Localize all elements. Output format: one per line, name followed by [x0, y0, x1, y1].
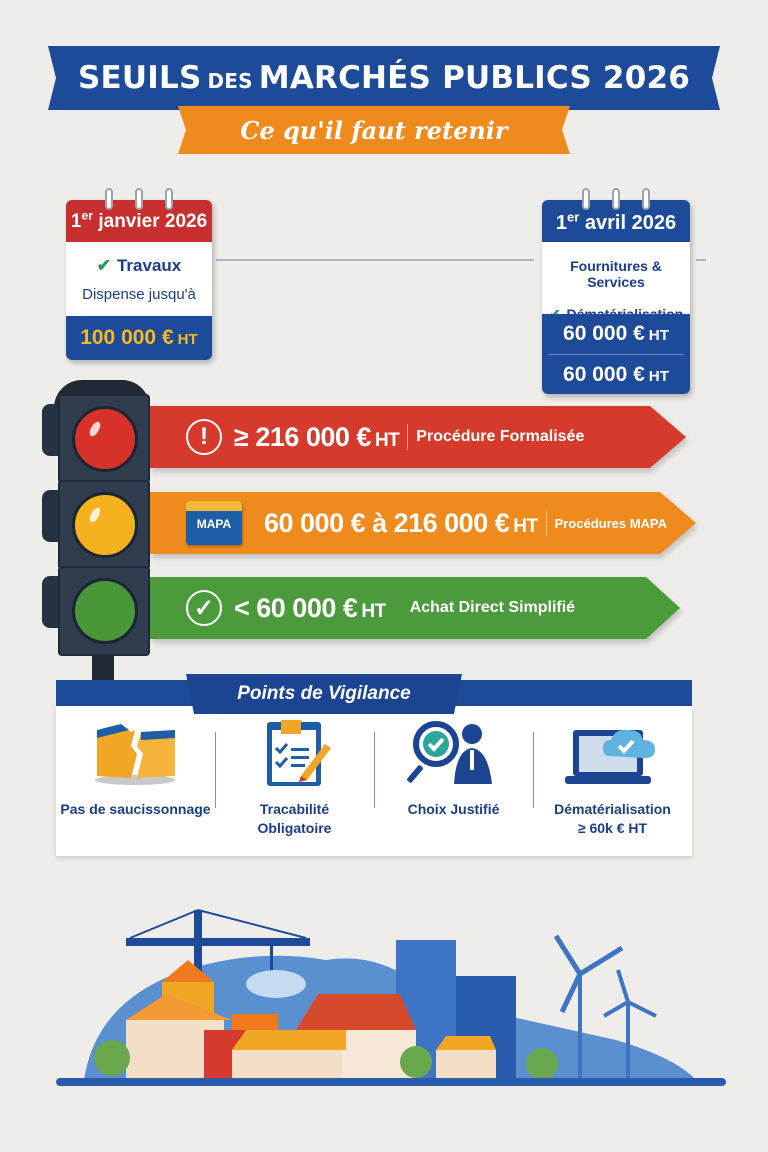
calendar-amount: 60 000 € HT [563, 322, 669, 345]
title-part2: MARCHÉS PUBLICS 2026 [258, 60, 690, 96]
threshold-green [150, 577, 680, 639]
vigilance-item [215, 718, 374, 848]
calendar-amounts [542, 314, 690, 394]
calendar-amount: 60 000 € HT [563, 363, 669, 386]
vigilance-item [374, 718, 533, 848]
mapa-folder-icon: MAPA [186, 501, 242, 545]
red-lamp [58, 394, 150, 484]
vigilance-label: Choix Justifié [407, 801, 500, 817]
yellow-lamp [58, 480, 150, 570]
title-small: DES [207, 69, 253, 93]
title-banner [48, 46, 720, 110]
page-subtitle: Ce qu'il faut retenir [240, 115, 508, 145]
check-circle-icon: ✓ [186, 590, 222, 626]
threshold-amount: 60 000 € à 216 000 € HT [264, 507, 538, 538]
threshold-amount: < 60 000 € HT [234, 592, 386, 623]
vigilance-items [56, 718, 692, 848]
threshold-label: Procédure Formalisée [416, 428, 585, 445]
threshold-red [150, 406, 686, 468]
calendar-category: Fournitures & Services [570, 258, 662, 290]
vigilance-label: Pas de saucissonnage [60, 801, 211, 817]
calendar-april [542, 200, 690, 394]
calendar-rings [66, 188, 212, 210]
calendar-date: 1er avril 2026 [542, 200, 690, 242]
calendar-amount: 100 000 € HT [66, 316, 212, 360]
laptop-cloud-icon [563, 718, 663, 788]
traffic-light-icon [42, 380, 166, 680]
calendar-date: 1er janvier 2026 [66, 200, 212, 242]
check-icon: ✔ [96, 256, 111, 275]
checklist-clipboard-icon [255, 718, 335, 788]
threshold-label: Achat Direct Simplifié [409, 599, 576, 616]
threshold-orange [150, 492, 696, 554]
vigilance-ribbon [186, 674, 462, 714]
threshold-label: Procédures MAPA [554, 515, 668, 531]
title-part1: SEUILS [77, 60, 202, 96]
vigilance-title: Points de Vigilance [237, 683, 411, 704]
vigilance-label: Tracabilité Obligatoire [257, 801, 332, 836]
subtitle-banner [178, 106, 570, 154]
calendar-category: ✔ Travaux [96, 256, 182, 275]
magnifier-person-icon [406, 718, 502, 788]
calendar-note: Dispense jusqu'à [82, 286, 196, 303]
vigilance-item [56, 718, 215, 848]
exclamation-icon: ! [186, 419, 222, 455]
calendar-january [66, 200, 212, 360]
threshold-amount: ≥ 216 000 € HT [234, 421, 400, 452]
calendar-rings [542, 188, 690, 210]
city-illustration [56, 890, 726, 1090]
timeline-connector [216, 259, 534, 261]
page-title [48, 46, 720, 110]
green-lamp [58, 566, 150, 656]
timeline-connector-end [696, 259, 706, 261]
broken-folder-icon [91, 718, 181, 788]
vigilance-label: Dématérialisation ≥ 60k € HT [554, 801, 671, 836]
vigilance-item [533, 718, 692, 848]
